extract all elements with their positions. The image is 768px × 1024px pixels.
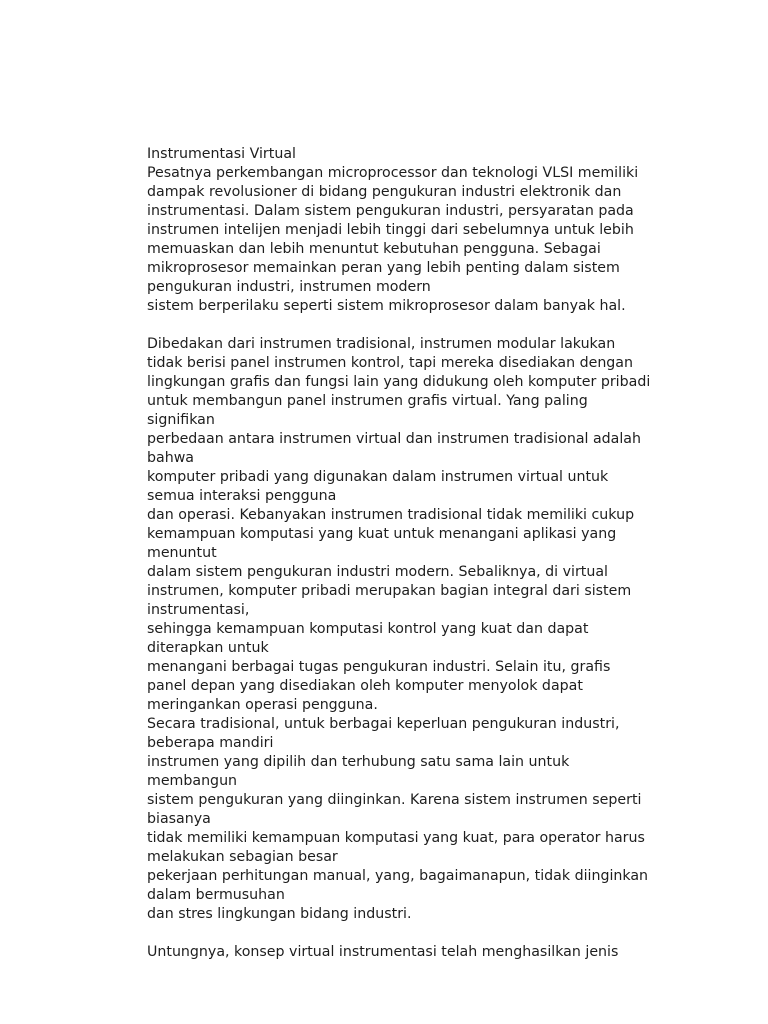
text-line: instrumentasi, <box>147 602 250 618</box>
text-line: tidak memiliki kemampuan komputasi yang kuat, para operator harus <box>147 830 645 846</box>
text-line: Dibedakan dari instrumen tradisional, instrumen modular lakukan <box>147 336 616 352</box>
text-line: Untungnya, konsep virtual instrumentasi telah menghasilkan jenis <box>147 944 619 960</box>
text-line: memuaskan dan lebih menuntut kebutuhan pengguna. Sebagai <box>147 241 601 257</box>
text-line: menangani berbagai tugas pengukuran industri. Selain itu, grafis <box>147 659 611 675</box>
text-line: dan stres lingkungan bidang industri. <box>147 906 412 922</box>
text-line: lingkungan grafis dan fungsi lain yang didukung oleh komputer pribadi <box>147 374 651 390</box>
text-line: perbedaan antara instrumen virtual dan instrumen tradisional adalah <box>147 431 641 447</box>
text-line: meringankan operasi pengguna. <box>147 697 378 713</box>
text-line: beberapa mandiri <box>147 735 274 751</box>
text-line: sistem pengukuran yang diinginkan. Karena sistem instrumen seperti <box>147 792 642 808</box>
text-line: instrumen yang dipilih dan terhubung satu sama lain untuk <box>147 754 570 770</box>
text-line: komputer pribadi yang digunakan dalam instrumen virtual untuk <box>147 469 609 485</box>
text-line: bahwa <box>147 450 194 466</box>
text-line: untuk membangun panel instrumen grafis virtual. Yang paling <box>147 393 588 409</box>
text-line: membangun <box>147 773 238 789</box>
text-line: diterapkan untuk <box>147 640 269 656</box>
paragraph-3 <box>147 943 677 962</box>
text-line: dampak revolusioner di bidang pengukuran industri elektronik dan <box>147 184 622 200</box>
text-line: sehingga kemampuan komputasi kontrol yang kuat dan dapat <box>147 621 589 637</box>
document-body <box>147 145 677 962</box>
text-line: instrumen intelijen menjadi lebih tinggi dari sebelumnya untuk lebih <box>147 222 634 238</box>
text-line: biasanya <box>147 811 211 827</box>
paragraph-1 <box>147 164 677 316</box>
text-line: signifikan <box>147 412 215 428</box>
paragraph-spacer <box>147 316 677 335</box>
text-line: dan operasi. Kebanyakan instrumen tradisional tidak memiliki cukup <box>147 507 635 523</box>
text-line: panel depan yang disediakan oleh komputer menyolok dapat <box>147 678 583 694</box>
text-line: Pesatnya perkembangan microprocessor dan teknologi VLSI memiliki <box>147 165 639 181</box>
text-line: pengukuran industri, instrumen modern <box>147 279 431 295</box>
text-line: sistem berperilaku seperti sistem mikroprosesor dalam banyak hal. <box>147 298 626 314</box>
text-line: dalam sistem pengukuran industri modern. Sebaliknya, di virtual <box>147 564 608 580</box>
text-line: semua interaksi pengguna <box>147 488 337 504</box>
text-line: kemampuan komputasi yang kuat untuk menangani aplikasi yang <box>147 526 617 542</box>
text-line: menuntut <box>147 545 217 561</box>
text-line: instrumen, komputer pribadi merupakan bagian integral dari sistem <box>147 583 632 599</box>
text-line: dalam bermusuhan <box>147 887 285 903</box>
text-line: Secara tradisional, untuk berbagai keperluan pengukuran industri, <box>147 716 620 732</box>
text-line: mikroprosesor memainkan peran yang lebih penting dalam sistem <box>147 260 620 276</box>
text-line: pekerjaan perhitungan manual, yang, bagaimanapun, tidak diinginkan <box>147 868 649 884</box>
text-line: instrumentasi. Dalam sistem pengukuran industri, persyaratan pada <box>147 203 634 219</box>
text-line: tidak berisi panel instrumen kontrol, tapi mereka disediakan dengan <box>147 355 633 371</box>
text-line: melakukan sebagian besar <box>147 849 338 865</box>
paragraph-2 <box>147 335 677 924</box>
paragraph-spacer <box>147 924 677 943</box>
document-title: Instrumentasi Virtual <box>147 146 296 162</box>
